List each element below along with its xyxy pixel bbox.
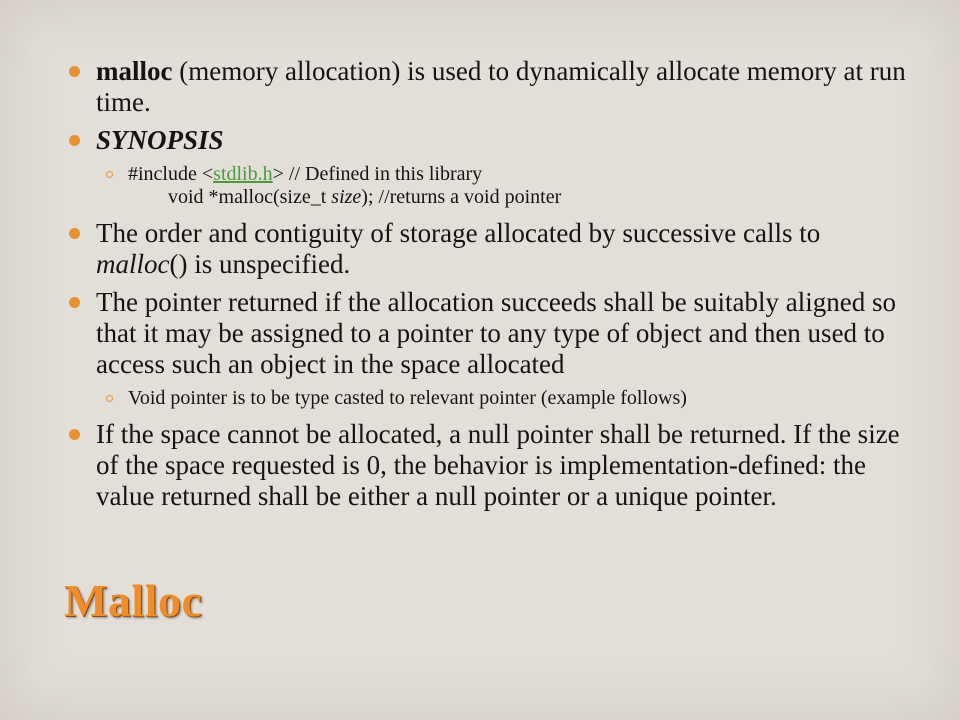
- include-prefix: #include <: [128, 163, 214, 185]
- bullet-pointer: [66, 287, 906, 380]
- include-suffix: > // Defined in this library: [272, 163, 483, 185]
- sub-bullet-ring-icon: [106, 395, 113, 402]
- pointer-text: The pointer returned if the allocation succeeds shall be suitably aligned so that it may be assigned to a pointer to any type of object and then used to access such an object in the space allocated: [96, 287, 896, 379]
- prototype-arg: size: [331, 186, 362, 208]
- sub-bullet-include: [66, 163, 906, 209]
- bullet-dot-icon: [69, 228, 80, 239]
- prototype-prefix: void *malloc(size_t: [168, 186, 332, 208]
- bullet-null: [66, 419, 906, 512]
- order-function: malloc: [96, 249, 170, 279]
- sub-bullet-ring-icon: [106, 171, 113, 178]
- sub-bullet-void: [66, 387, 906, 410]
- prototype-suffix: ); //returns a void pointer: [361, 186, 562, 208]
- malloc-prototype: [128, 186, 906, 209]
- bullet-dot-icon: [69, 429, 80, 440]
- slide-title: Malloc: [64, 575, 203, 626]
- bullet-list: [66, 56, 906, 519]
- bullet-malloc: [66, 56, 906, 118]
- bullet-dot-icon: [69, 66, 80, 77]
- bullet-order: [66, 218, 906, 280]
- malloc-term: malloc: [96, 56, 173, 86]
- null-text: If the space cannot be allocated, a null pointer shall be returned. If the size of the space requested is 0, the behavior is implementation-defined: the value returned shall be either a null pointer or a unique pointer.: [96, 419, 900, 511]
- stdlib-link[interactable]: stdlib.h: [213, 163, 273, 185]
- synopsis-heading: SYNOPSIS: [96, 125, 224, 155]
- order-prefix: The order and contiguity of storage allocated by successive calls to: [96, 218, 821, 248]
- malloc-description: (memory allocation) is used to dynamically allocate memory at run time.: [96, 56, 906, 117]
- order-suffix: () is unspecified.: [169, 249, 351, 279]
- void-text: Void pointer is to be type casted to relevant pointer (example follows): [128, 387, 687, 409]
- bullet-dot-icon: [69, 297, 80, 308]
- bullet-dot-icon: [69, 135, 80, 146]
- bullet-synopsis: [66, 125, 906, 156]
